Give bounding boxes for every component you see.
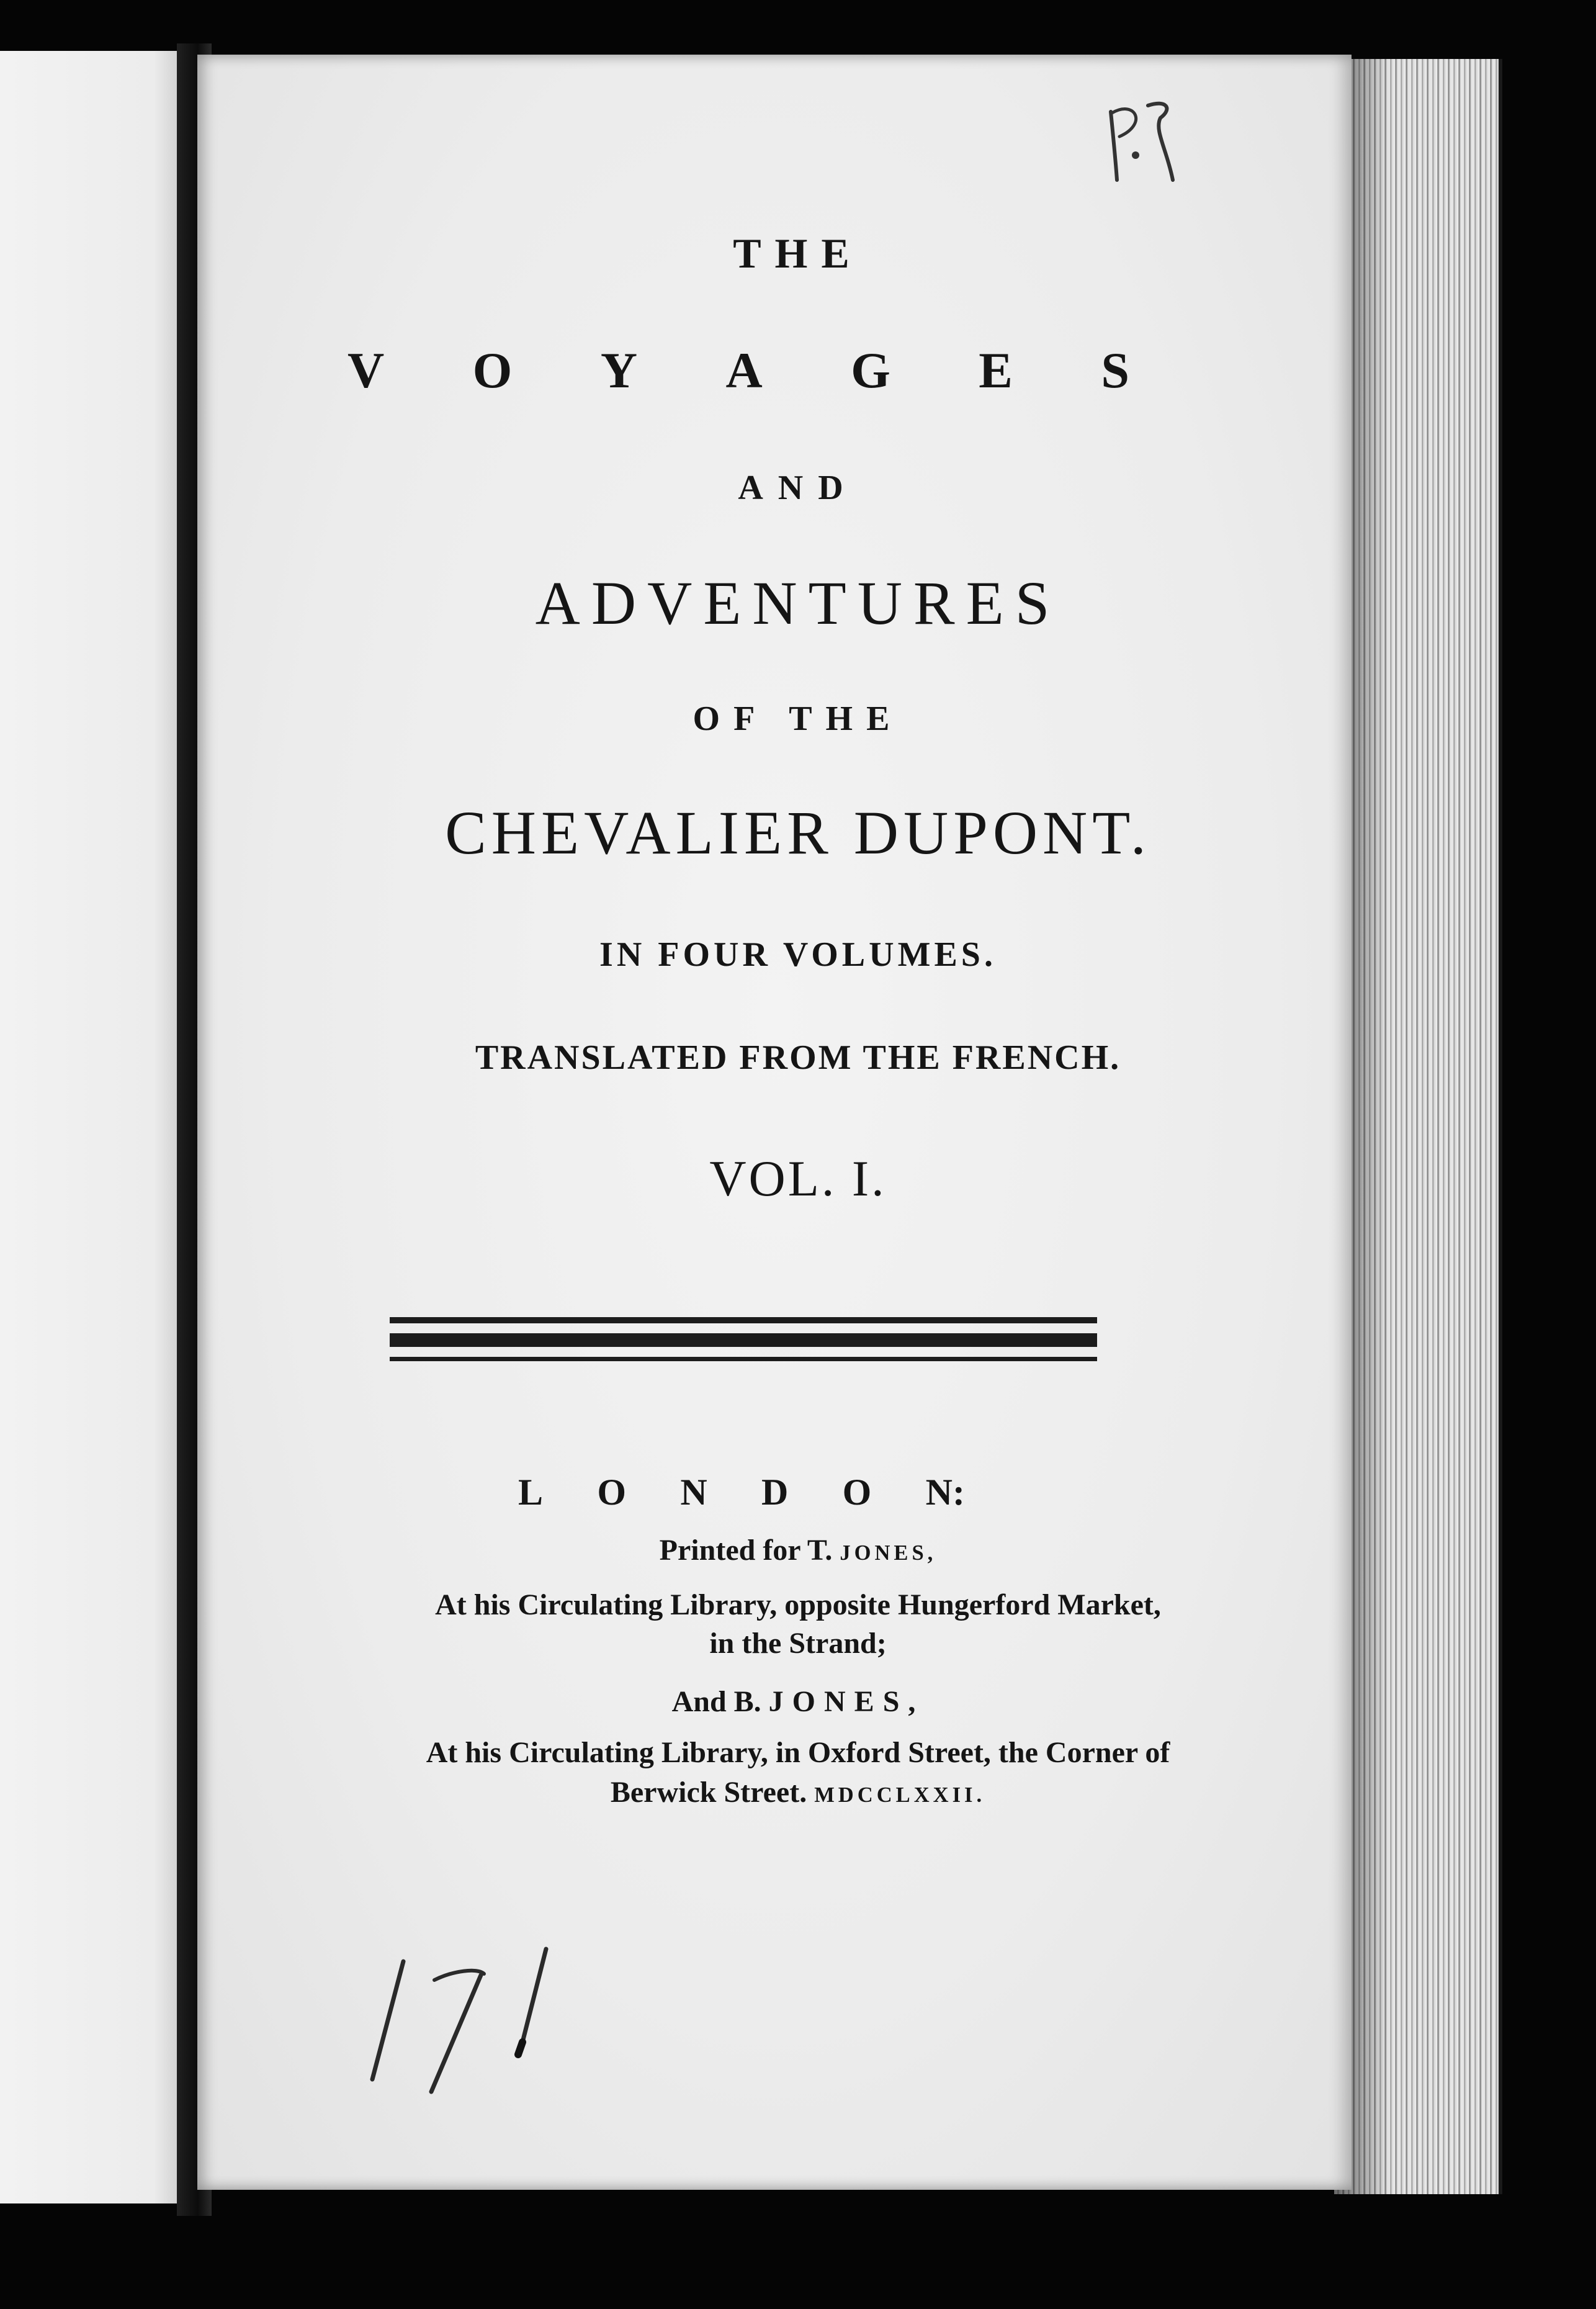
imprint-address-line-2: in the Strand; bbox=[709, 1627, 887, 1660]
imprint-address-line-3: At his Circulating Library, in Oxford Street, the Corner of bbox=[426, 1736, 1170, 1769]
volume-number: VOL. I. bbox=[709, 1150, 887, 1207]
decorative-rule-middle bbox=[390, 1333, 1097, 1347]
imprint-second-printer bbox=[0, 1687, 1596, 1717]
decorative-rule-top bbox=[390, 1317, 1097, 1323]
voyages-letter: O bbox=[472, 342, 513, 398]
decorative-rule-bottom bbox=[390, 1357, 1097, 1361]
imprint-and-label: And B. bbox=[671, 1685, 761, 1718]
imprint-address-line-4 bbox=[0, 1778, 1596, 1807]
handwritten-number-icon bbox=[360, 1937, 583, 2098]
voyages-letter: Y bbox=[600, 342, 638, 398]
london-letter: L bbox=[518, 1472, 544, 1513]
volumes-statement: IN FOUR VOLUMES. bbox=[599, 935, 997, 974]
title-word-voyages bbox=[347, 342, 1129, 398]
imprint-place-london bbox=[518, 1474, 965, 1511]
imprint-street: Berwick Street. bbox=[610, 1776, 807, 1809]
imprint-printer-surname: JONES, bbox=[840, 1541, 937, 1565]
london-letter: O bbox=[842, 1472, 872, 1513]
title-words-of-the: OF THE bbox=[693, 700, 903, 738]
imprint-year: MDCCLXXII. bbox=[814, 1783, 986, 1807]
handwritten-shelfmark-icon bbox=[1098, 87, 1191, 192]
london-letter: N: bbox=[925, 1472, 965, 1513]
title-word-the: THE bbox=[733, 230, 863, 277]
voyages-letter: S bbox=[1101, 342, 1129, 398]
imprint-second-printer-surname: JONES, bbox=[768, 1685, 925, 1718]
imprint-printer-initial: T. bbox=[807, 1534, 833, 1567]
title-word-adventures: ADVENTURES bbox=[535, 569, 1061, 637]
left-blank-page bbox=[0, 51, 181, 2203]
london-letter: N bbox=[680, 1472, 707, 1513]
title-word-and: AND bbox=[738, 469, 858, 507]
title-chevalier-dupont: CHEVALIER DUPONT. bbox=[445, 798, 1151, 867]
voyages-letter: A bbox=[725, 342, 763, 398]
translation-statement: TRANSLATED FROM THE FRENCH. bbox=[475, 1038, 1121, 1077]
london-letter: O bbox=[597, 1472, 627, 1513]
voyages-letter: E bbox=[979, 342, 1013, 398]
voyages-letter: G bbox=[851, 342, 890, 398]
imprint-printed-for bbox=[0, 1536, 1596, 1565]
imprint-printed-label: Printed for bbox=[659, 1534, 800, 1567]
imprint-address-line-1: At his Circulating Library, opposite Hungerford Market, bbox=[435, 1588, 1161, 1621]
voyages-letter: V bbox=[347, 342, 385, 398]
london-letter: D bbox=[761, 1472, 789, 1513]
